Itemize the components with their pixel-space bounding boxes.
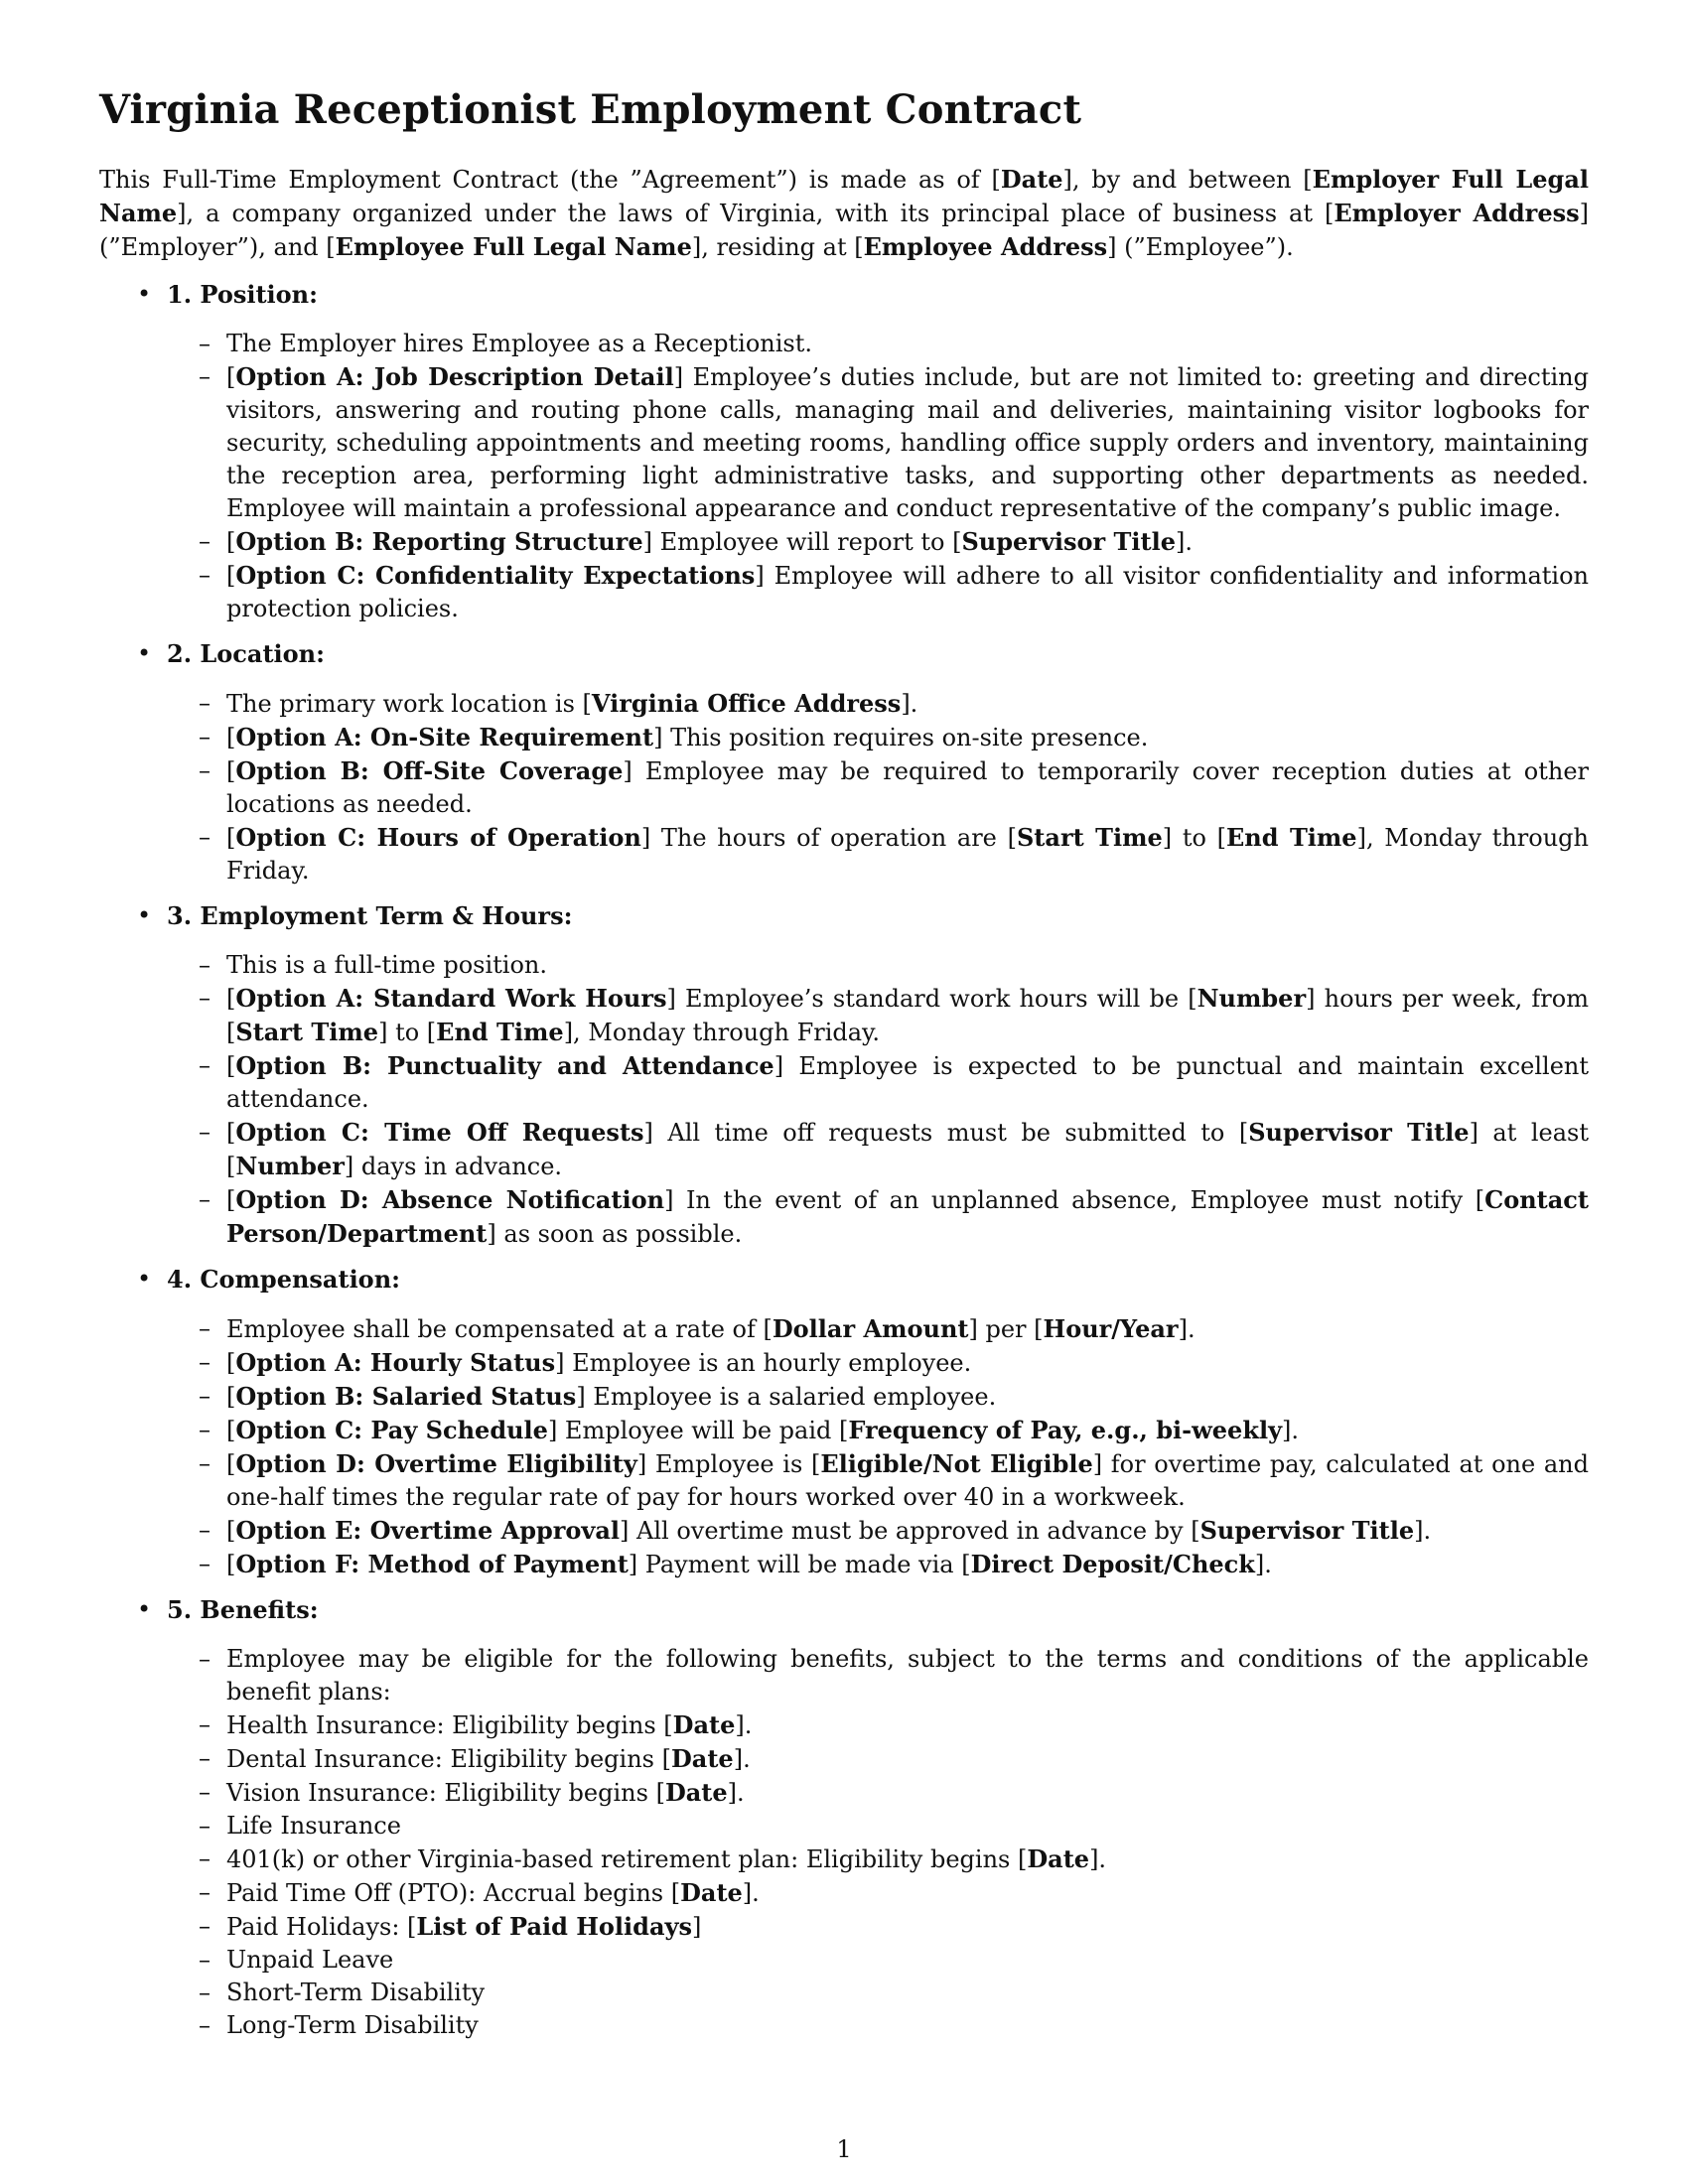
list-item [99, 1977, 1589, 2009]
placeholder-text: End Time [436, 1018, 564, 1046]
placeholder-text: Supervisor Title [961, 527, 1176, 556]
placeholder-text: Employer Address [1334, 199, 1580, 227]
placeholder-text: Employee Full Legal Name [335, 232, 692, 261]
body-text: ] as soon as possible. [487, 1220, 743, 1248]
body-text: ] Employee’s duties include, but are not limited to: greeting and directing visitors, answering and routing phone calls, managing mail and deliveries, maintaining visitor logbooks for security, scheduling appointments and meeting rooms, handling office supply orders and inventory, maintaining the reception area, performing light administrative tasks, and supporting other departments as needed. Employee will maintain a professional appearance and conduct representative of the company’s public image. [226, 363, 1589, 522]
section [99, 637, 1589, 887]
placeholder-text: Option D: Overtime Eligibility [235, 1449, 637, 1478]
list-item [99, 821, 1589, 887]
placeholder-text: Start Time [1016, 823, 1163, 852]
body-text: ]. [1178, 1315, 1196, 1343]
body-text: Life Insurance [226, 1812, 401, 1840]
body-text: ] Employee is a salaried employee. [576, 1383, 997, 1411]
body-text: ], residing at [ [691, 233, 864, 261]
body-text: [ [226, 1517, 236, 1545]
body-text: [ [226, 562, 236, 590]
placeholder-text: End Time [1225, 823, 1357, 852]
section [99, 899, 1589, 1251]
section-heading: • 5. Benefits: [99, 1593, 1589, 1626]
body-text: [ [226, 1450, 236, 1478]
body-text: ] Employee is [ [636, 1450, 821, 1478]
placeholder-text: Number [1196, 984, 1307, 1013]
body-text: [ [226, 528, 236, 556]
placeholder-text: Hour/Year [1043, 1314, 1179, 1343]
placeholder-text: Number [235, 1152, 345, 1180]
body-text: ] to [ [378, 1019, 437, 1046]
placeholder-text: Option C: Time Off Requests [235, 1118, 644, 1147]
page-number: 1 [836, 2135, 852, 2163]
section-items [99, 1643, 1589, 2042]
body-text: ], Monday through Friday. [226, 824, 1590, 885]
intro-paragraph [99, 163, 1589, 264]
body-text: Employee shall be compensated at a rate of [ [226, 1315, 773, 1343]
body-text: Long-Term Disability [226, 2011, 479, 2039]
list-item [99, 1876, 1589, 1910]
body-text: Health Insurance: Eligibility begins [ [226, 1711, 673, 1739]
body-text: This is a full-time position. [226, 951, 548, 979]
placeholder-text: Date [670, 1744, 734, 1773]
body-text: ] The hours of operation are [ [640, 824, 1017, 852]
body-text: ], by and between [ [1062, 166, 1313, 194]
placeholder-text: Virginia Office Address [591, 689, 902, 718]
list-item [99, 1944, 1589, 1977]
list-item [99, 949, 1589, 982]
placeholder-text: Option B: Off-Site Coverage [235, 756, 624, 785]
placeholder-text: Date [1027, 1844, 1090, 1873]
body-text: ], Monday through Friday. [563, 1019, 881, 1046]
body-text: [ [226, 824, 236, 852]
body-text: ]. [1414, 1517, 1432, 1545]
placeholder-text: Date [1000, 165, 1063, 194]
body-text: ] at least [ [226, 1119, 1589, 1180]
body-text: Unpaid Leave [226, 1946, 394, 1974]
placeholder-text: Frequency of Pay, e.g., bi-weekly [848, 1416, 1283, 1444]
section-heading: • 4. Compensation: [99, 1263, 1589, 1296]
placeholder-text: Option E: Overtime Approval [235, 1516, 621, 1545]
body-text: ] hours per week, from [ [226, 985, 1589, 1046]
placeholder-text: Option C: Confidentiality Expectations [235, 561, 756, 590]
body-text: ] per [ [968, 1315, 1044, 1343]
body-text: ] [691, 1913, 702, 1941]
list-item [99, 721, 1589, 754]
body-text: [ [226, 363, 236, 391]
list-item [99, 982, 1589, 1049]
body-text: ] Employee may be required to temporarily cover reception duties at other locations as needed. [226, 757, 1590, 818]
body-text: This Full-Time Employment Contract (the ”Agreement”) is made as of [ [99, 166, 1001, 194]
list-item [99, 1380, 1589, 1414]
body-text: ]. [1089, 1845, 1107, 1873]
list-item [99, 1643, 1589, 1708]
list-item [99, 1346, 1589, 1380]
body-text: [ [226, 1551, 236, 1578]
body-text: [ [226, 724, 236, 751]
placeholder-text: Employee Address [863, 232, 1108, 261]
section-heading: • 1. Position: [99, 278, 1589, 311]
body-text: ]. [1175, 528, 1193, 556]
placeholder-text: Date [664, 1778, 728, 1807]
list-item [99, 1810, 1589, 1843]
placeholder-text: Option A: On-Site Requirement [235, 723, 654, 751]
placeholder-text: Contact Person/Department [226, 1185, 1589, 1248]
placeholder-text: Option C: Pay Schedule [235, 1416, 548, 1444]
document-page [99, 87, 1589, 2054]
body-text: ]. [1282, 1417, 1300, 1444]
body-text: [ [226, 757, 236, 785]
body-text: Paid Time Off (PTO): Accrual begins [ [226, 1879, 681, 1907]
list-item [99, 525, 1589, 559]
body-text: ]. [735, 1711, 753, 1739]
list-item [99, 687, 1589, 721]
body-text: [ [226, 1052, 236, 1080]
section-items [99, 949, 1589, 1251]
body-text: [ [226, 985, 236, 1013]
body-text: ] Employee’s standard work hours will be [ [666, 985, 1197, 1013]
body-text: ] days in advance. [344, 1153, 563, 1180]
list-item [99, 1183, 1589, 1251]
body-text: ] (”Employer”), and [ [99, 200, 1589, 261]
list-item [99, 1312, 1589, 1346]
body-text: ]. [901, 690, 918, 718]
body-text: ]. [727, 1779, 745, 1807]
body-text: ] All overtime must be approved in advance by [ [620, 1517, 1200, 1545]
body-text: ]. [1254, 1551, 1272, 1578]
placeholder-text: Option A: Standard Work Hours [235, 984, 667, 1013]
placeholder-text: Supervisor Title [1199, 1516, 1415, 1545]
body-text: Short-Term Disability [226, 1979, 486, 2006]
body-text: Paid Holidays: [ [226, 1913, 417, 1941]
list-item [99, 1116, 1589, 1183]
body-text: [ [226, 1119, 236, 1147]
placeholder-text: Option A: Hourly Status [235, 1348, 556, 1377]
list-item [99, 1514, 1589, 1548]
body-text: ] Employee will adhere to all visitor confidentiality and information protection policies. [226, 562, 1589, 622]
section-items [99, 1312, 1589, 1581]
body-text: Dental Insurance: Eligibility begins [ [226, 1745, 671, 1773]
body-text: Vision Insurance: Eligibility begins [ [226, 1779, 665, 1807]
body-text: [ [226, 1383, 236, 1411]
section-items [99, 328, 1589, 625]
placeholder-text: Option D: Absence Notification [235, 1185, 665, 1214]
section [99, 278, 1589, 625]
body-text: ], a company organized under the laws of Virginia, with its principal place of business at [ [177, 200, 1335, 227]
body-text: Employee may be eligible for the following benefits, subject to the terms and conditions of the applicable benefit plans: [226, 1645, 1589, 1706]
body-text: ] All time off requests must be submitted to [ [643, 1119, 1249, 1147]
list-item [99, 559, 1589, 625]
list-item [99, 754, 1589, 821]
placeholder-text: List of Paid Holidays [416, 1912, 692, 1941]
body-text: [ [226, 1186, 236, 1214]
section [99, 1263, 1589, 1581]
list-item [99, 1414, 1589, 1447]
list-item [99, 1049, 1589, 1116]
list-item [99, 1776, 1589, 1810]
body-text: ]. [733, 1745, 751, 1773]
body-text: ] for overtime pay, calculated at one and one-half times the regular rate of pay for hours worked over 40 in a workweek. [226, 1450, 1590, 1511]
placeholder-text: Date [672, 1710, 736, 1739]
body-text: [ [226, 1417, 236, 1444]
list-item [99, 1742, 1589, 1776]
list-item [99, 1447, 1589, 1514]
placeholder-text: Option B: Punctuality and Attendance [235, 1051, 774, 1080]
body-text: ] to [ [1162, 824, 1226, 852]
placeholder-text: Option A: Job Description Detail [235, 362, 674, 391]
section-heading: • 3. Employment Term & Hours: [99, 899, 1589, 932]
section [99, 1593, 1589, 2042]
body-text: The primary work location is [ [226, 690, 592, 718]
placeholder-text: Supervisor Title [1248, 1118, 1470, 1147]
placeholder-text: Dollar Amount [772, 1314, 969, 1343]
placeholder-text: Option B: Reporting Structure [235, 527, 643, 556]
body-text: ] Employee will be paid [ [547, 1417, 849, 1444]
list-item [99, 1708, 1589, 1742]
body-text: ] (”Employee”). [1107, 233, 1294, 261]
placeholder-text: Employer Full Legal Name [99, 165, 1589, 227]
body-text: [ [226, 1349, 236, 1377]
section-heading: • 2. Location: [99, 637, 1589, 670]
list-item [99, 2009, 1589, 2042]
body-text: The Employer hires Employee as a Receptionist. [226, 330, 813, 357]
list-item [99, 1910, 1589, 1944]
placeholder-text: Eligible/Not Eligible [820, 1449, 1093, 1478]
sections-container [99, 278, 1589, 2042]
body-text: ]. [742, 1879, 760, 1907]
list-item [99, 1843, 1589, 1876]
placeholder-text: Date [680, 1878, 743, 1907]
placeholder-text: Start Time [235, 1018, 379, 1046]
body-text: ] Payment will be made via [ [628, 1551, 971, 1578]
placeholder-text: Option B: Salaried Status [235, 1382, 577, 1411]
body-text: ] Employee is expected to be punctual and maintain excellent attendance. [226, 1052, 1589, 1113]
placeholder-text: Option F: Method of Payment [235, 1550, 629, 1578]
body-text: ] Employee will report to [ [642, 528, 962, 556]
placeholder-text: Direct Deposit/Check [970, 1550, 1255, 1578]
section-items [99, 687, 1589, 887]
list-item [99, 360, 1589, 525]
body-text: ] In the event of an unplanned absence, Employee must notify [ [664, 1186, 1485, 1214]
document-title: Virginia Receptionist Employment Contract [99, 86, 1082, 133]
body-text: ] This position requires on-site presence. [653, 724, 1149, 751]
placeholder-text: Option C: Hours of Operation [235, 823, 641, 852]
list-item [99, 328, 1589, 360]
body-text: 401(k) or other Virginia-based retirement plan: Eligibility begins [ [226, 1845, 1028, 1873]
list-item [99, 1548, 1589, 1581]
body-text: ] Employee is an hourly employee. [555, 1349, 972, 1377]
